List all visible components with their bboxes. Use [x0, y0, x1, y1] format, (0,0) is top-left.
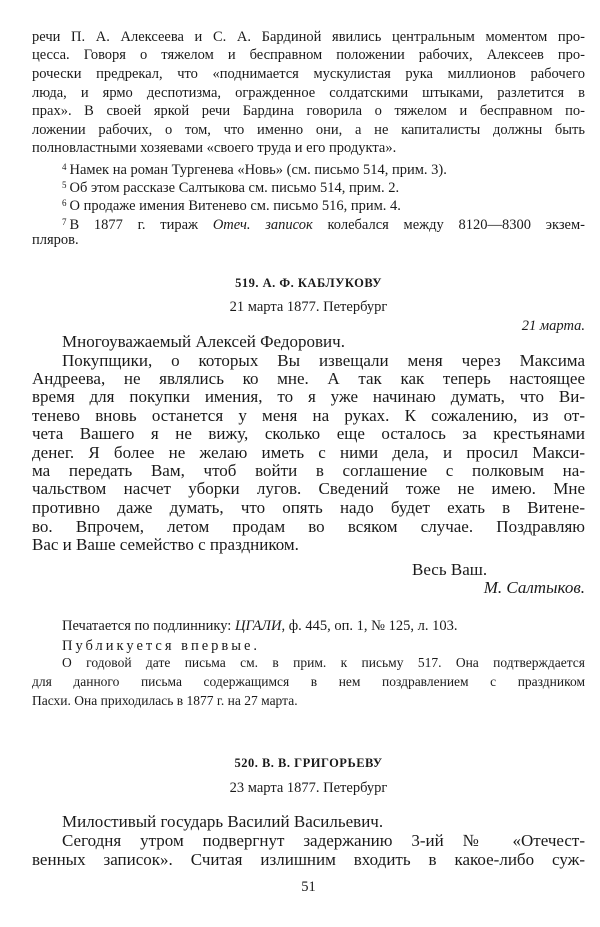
letter-heading: 519. А. Ф. КАБЛУКОВУ — [235, 276, 382, 290]
text-segment: О продаже имения Витенево см. письмо 516, прим. 4. — [69, 198, 401, 214]
letter-greeting: Многоуважаемый Алексей Федорович. — [62, 332, 345, 351]
footnote-line — [62, 194, 585, 212]
letter-closing: Весь Ваш. — [412, 560, 488, 579]
italic-text: ЦГАЛИ — [234, 618, 282, 634]
text-segment: полновластными хозяевами «своего труда и его продукта». — [32, 140, 397, 156]
text-segment: В 1877 г. тираж — [69, 217, 213, 233]
text-segment: рочески предрекал, что «поднимается мускулистая рука миллионов рабочего — [32, 66, 585, 82]
footnote-number: 6 — [62, 198, 67, 208]
letter-body-line: во. Впрочем, летом продам во всяком случае. Поздравляю — [32, 517, 585, 536]
footnote-line — [32, 231, 585, 249]
footnote-line — [62, 176, 585, 194]
text-segment: пляров. — [32, 232, 79, 248]
text-segment: Об этом рассказе Салтыкова см. письмо 514, прим. 2. — [69, 180, 400, 196]
text-segment: люда, и ярмо деспотизма, огражденное солдатскими штыками, разлетится в — [32, 85, 585, 101]
note-text-line — [32, 28, 585, 46]
note-text-line — [32, 65, 585, 83]
letter-body-line: Андреева, не являлись ко мне. А так как теперь настоящее — [32, 369, 585, 388]
letter-body-line: денег. Я более не желаю иметь с ними дела, и просил Макси- — [32, 443, 585, 462]
note-text-line — [32, 121, 585, 139]
letter-body-line: противно даже думать, что опять надо будет ехать в Витене- — [32, 498, 585, 517]
note-text-line — [32, 102, 585, 120]
footnote-number: 4 — [62, 162, 67, 172]
letter-body-line: чета Вашего я не вижу, сколько еще осталось за крестьянами — [32, 424, 585, 443]
letter-date-place: 23 марта 1877. Петербург — [229, 780, 388, 796]
footnote-line — [62, 158, 585, 176]
note-text-line — [32, 139, 585, 157]
letter-heading: 520. В. В. ГРИГОРЬЕВУ — [234, 756, 383, 770]
text-segment: ложении рабочих, о том, что именно они, а не капиталисты должны быть — [32, 122, 585, 138]
note-text-line — [32, 84, 585, 102]
italic-text: 21 марта. — [521, 318, 585, 334]
source-note — [62, 617, 585, 635]
note-text-line — [32, 46, 585, 64]
italic-text: Отеч. записок — [212, 217, 313, 233]
text-segment: прах». В своей яркой речи Бардина говорила о тяжелом и бесправном по- — [32, 103, 585, 119]
text-segment: колебался между 8120—8300 экзем- — [312, 217, 585, 233]
letter-body-line: чальством насчет уборки лугов. Сведений тоже не имею. Мне — [32, 479, 585, 498]
letter-signature — [32, 578, 585, 598]
letter-body-line: венных записок». Считая излишним входить в какое-либо суж- — [32, 850, 585, 869]
letter-body-line: ма передать Вам, чтоб войти в соглашение с полковым на- — [32, 461, 585, 480]
letter-body-line: Вас и Ваше семейство с праздником. — [32, 535, 299, 554]
text-segment: Намек на роман Тургенева «Новь» (см. письмо 514, прим. 3). — [69, 162, 447, 178]
commentary-line: для данного письма содержащимся в нем поздравлением с праздником — [32, 674, 585, 689]
text-segment: , ф. 445, оп. 1, № 125, л. 103. — [281, 618, 458, 634]
letter-body-line: время для покупки имения, то я уже начинаю думать, что Ви- — [32, 387, 585, 406]
footnote-number: 7 — [62, 217, 67, 227]
letter-body-line: тенево вновь останется у меня на руках. К сожалению, из от- — [32, 406, 585, 425]
italic-text: М. Салтыков. — [483, 578, 585, 597]
letter-greeting: Милостивый государь Василий Васильевич. — [62, 812, 384, 831]
footnote-line — [62, 213, 585, 231]
commentary-line: Пасхи. Она приходилась в 1877 г. на 27 марта. — [32, 693, 298, 708]
text-segment: Печатается по подлиннику: — [62, 618, 235, 634]
text-segment: цесса. Говоря о тяжелом и бесправном положении рабочих, Алексеев про- — [32, 47, 585, 63]
commentary-line: О годовой дате письма см. в прим. к письму 517. Она подтверждается — [62, 655, 585, 670]
letter-date-place: 21 марта 1877. Петербург — [229, 299, 388, 315]
footnote-number: 5 — [62, 180, 67, 190]
page-number: 51 — [301, 879, 316, 895]
letter-body-line: Сегодня утром подвергнут задержанию 3-ий № «Отечест- — [62, 831, 585, 850]
letter-body-line: Покупщики, о которых Вы извещали меня через Максима — [62, 351, 585, 370]
text-segment: речи П. А. Алексеева и С. А. Бардиной явились центральным моментом про- — [32, 29, 585, 45]
publication-note: Публикуется впервые. — [62, 638, 261, 654]
